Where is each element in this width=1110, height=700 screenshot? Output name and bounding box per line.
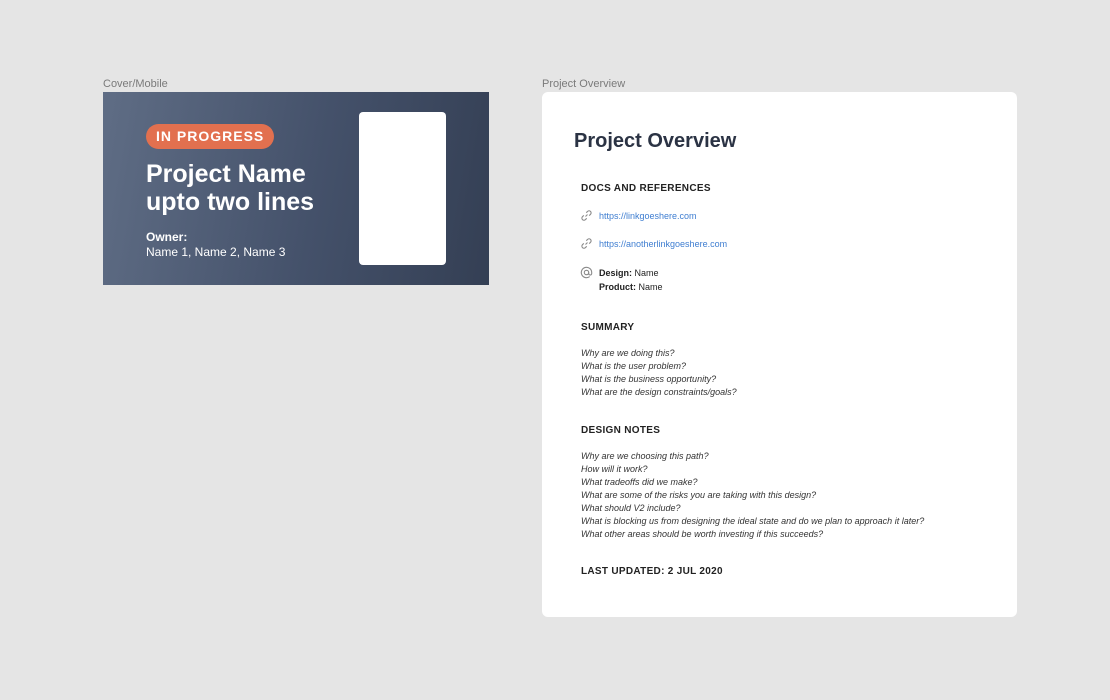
summary-line: What is the business opportunity? (581, 374, 717, 384)
status-badge: IN PROGRESS (146, 124, 274, 149)
design-notes-questions (581, 450, 924, 541)
project-title (146, 160, 346, 216)
overview-frame-label[interactable]: Project Overview (542, 78, 626, 90)
product-owner-name: Name (638, 282, 663, 292)
link-icon (580, 209, 593, 222)
owner-label: Owner: (146, 230, 188, 244)
cover-frame-label[interactable]: Cover/Mobile (103, 78, 168, 90)
project-title-line-2: upto two lines (146, 188, 315, 216)
summary-heading: SUMMARY (581, 322, 635, 333)
design-notes-heading: DESIGN NOTES (581, 425, 661, 436)
last-updated: LAST UPDATED: 2 JUL 2020 (581, 566, 723, 577)
design-note-line: How will it work? (581, 464, 648, 474)
design-note-line: Why are we choosing this path? (581, 451, 709, 461)
page-title: Project Overview (574, 130, 737, 152)
summary-line: What are the design constraints/goals? (581, 387, 737, 397)
summary-line: What is the user problem? (581, 361, 687, 371)
design-note-line: What tradeoffs did we make? (581, 477, 698, 487)
design-note-line: What other areas should be worth investing if this succeeds? (581, 529, 824, 539)
link-icon (580, 237, 593, 250)
design-note-line: What should V2 include? (581, 503, 681, 513)
reference-link-2[interactable]: https://anotherlinkgoeshere.com (599, 239, 728, 249)
phone-mockup-placeholder (359, 112, 446, 265)
design-owner (599, 268, 659, 278)
reference-link-1[interactable]: https://linkgoeshere.com (599, 211, 697, 221)
overview-frame[interactable] (542, 92, 1017, 617)
design-note-line: What is blocking us from designing the ideal state and do we plan to approach it later? (581, 516, 925, 526)
cover-frame[interactable] (103, 92, 489, 285)
product-owner (599, 282, 663, 292)
product-role-label: Product: (599, 282, 636, 292)
at-sign-icon (580, 266, 593, 279)
design-role-label: Design: (599, 268, 633, 278)
summary-questions (581, 347, 737, 399)
design-note-line: What are some of the risks you are taking with this design? (581, 490, 817, 500)
docs-heading: DOCS AND REFERENCES (581, 183, 711, 194)
summary-line: Why are we doing this? (581, 348, 675, 358)
design-owner-name: Name (634, 268, 659, 278)
owner-names: Name 1, Name 2, Name 3 (146, 245, 286, 259)
project-title-line-1: Project Name (146, 160, 306, 188)
